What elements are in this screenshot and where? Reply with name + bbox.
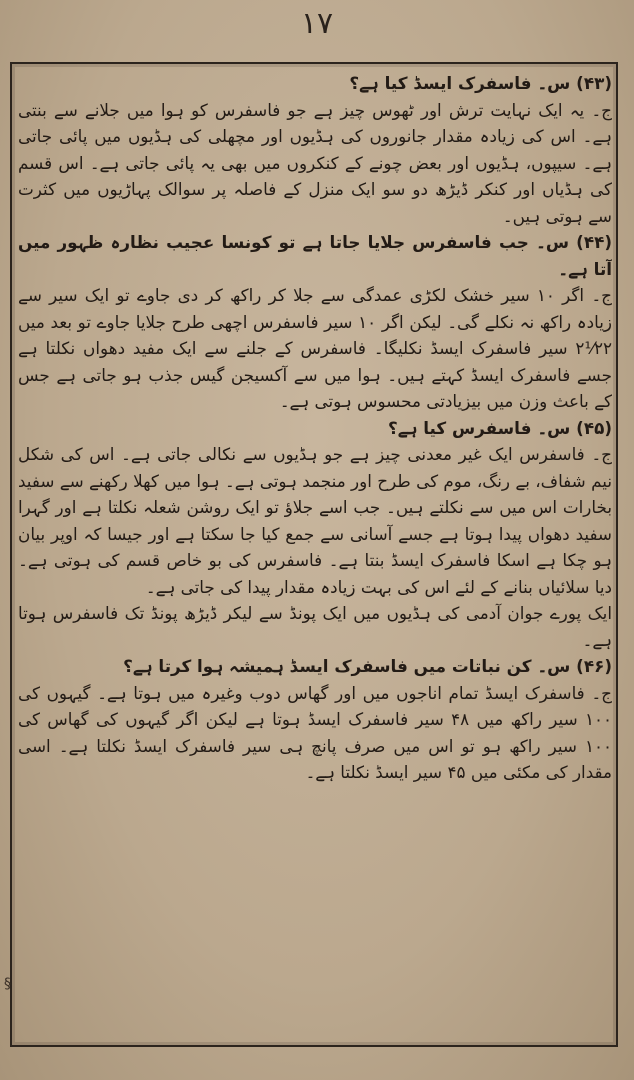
answer-46: ج۔ فاسفرک ایسڈ تمام اناجوں میں اور گھاس دوب وغیرہ میں ہوتا ہے۔ گیہوں کی ۱۰۰ سیر راکھ میں ۴۸ سیر فاسفرک ایسڈ ہوتا ہے لیکن اگر گیہوں کی گھاس کی ۱۰۰ سیر راکھ ہو تو اس میں صرف پانچ ہی سیر فاسفرک ایسڈ نکلتا ہے۔ اسی مقدار کی مکئی میں ۴۵ سیر ایسڈ نکلتا ہے۔: [18, 682, 612, 782]
answer-45: ج۔ فاسفرس ایک غیر معدنی چیز ہے جو ہڈیوں سے نکالی جاتی ہے۔ اس کی شکل نیم شفاف، بے رنگ، موم کی طرح اور منجمد ہوتی ہے۔ ہوا میں کھلا رکھنے سے سفید بخارات اس میں سے نکلتے ہیں۔ جب اسے جلاؤ تو ایک روشن شعلہ نکلتا ہے اور گہرا سفید دھواں پیدا ہوتا ہے جسے آسانی سے جمع کیا جا سکتا ہے اور جیسا کہ اوپر بیان ہو چکا ہے اسکا فاسفرک ایسڈ بنتا ہے۔ فاسفرس کی بو خاص قسم کی ہوتی ہے۔ دیا سلائیاں بنانے کے لئے اس کی بہت زیادہ مقدار پیدا کی جاتی ہے۔: [18, 444, 612, 597]
question-44: (۴۴) س۔ جب فاسفرس جلایا جاتا ہے تو کونسا عجیب نظارہ ظہور میں آتا ہے۔: [18, 232, 612, 279]
page-number: ۱۷: [300, 6, 334, 41]
answer-44: ج۔ اگر ۱۰ سیر خشک لکڑی عمدگی سے جلا کر راکھ کر دی جاوے تو ایک سیر سے زیادہ راکھ نہ نکلے گی۔ لیکن اگر ۱۰ سیر فاسفرس اچھی طرح جلایا جاوے تو بعد میں ۲۲⅟۲ سیر فاسفرک ایسڈ نکلیگا۔ فاسفرس کے جلنے سے ایک مفید دھواں نکلتا ہے جسے فاسفرک ایسڈ کہتے ہیں۔ ہوا میں سے آکسیجن گیس جذب ہو جاتی ہے جس کے باعث وزن میں بیزیادتی محسوس ہوتی ہے۔: [18, 285, 612, 411]
question-43: (۴۳) س۔ فاسفرک ایسڈ کیا ہے؟: [349, 73, 612, 93]
margin-mark: §: [4, 976, 11, 992]
answer-45-note: ایک پورے جوان آدمی کی ہڈیوں میں ایک پونڈ سے لیکر ڈیڑھ پونڈ تک فاسفرس ہوتا ہے۔: [18, 603, 612, 650]
question-45: (۴۵) س۔ فاسفرس کیا ہے؟: [388, 417, 612, 438]
question-46: (۴۶) س۔ کن نباتات میں فاسفرک ایسڈ ہمیشہ ہوا کرتا ہے؟: [123, 656, 612, 676]
page-body-text: [18, 70, 612, 1030]
answer-43: ج۔ یہ ایک نہایت ترش اور ٹھوس چیز ہے جو فاسفرس کو ہوا میں جلانے سے بنتی ہے۔ اس کی زیادہ مقدار جانوروں کی ہڈیوں اور مچھلی کی ہڈیوں میں پائی جاتی ہے۔ سیپوں، ہڈیوں اور بعض چونے کے کنکروں میں بھی یہ پائی جاتی ہے۔ اس قسم کی ہڈیاں اور کنکر ڈیڑھ دو سو ایک منزل کے فاصلہ پر سوالک پہاڑیوں میں کثرت سے ہوتی ہیں۔: [18, 99, 612, 226]
